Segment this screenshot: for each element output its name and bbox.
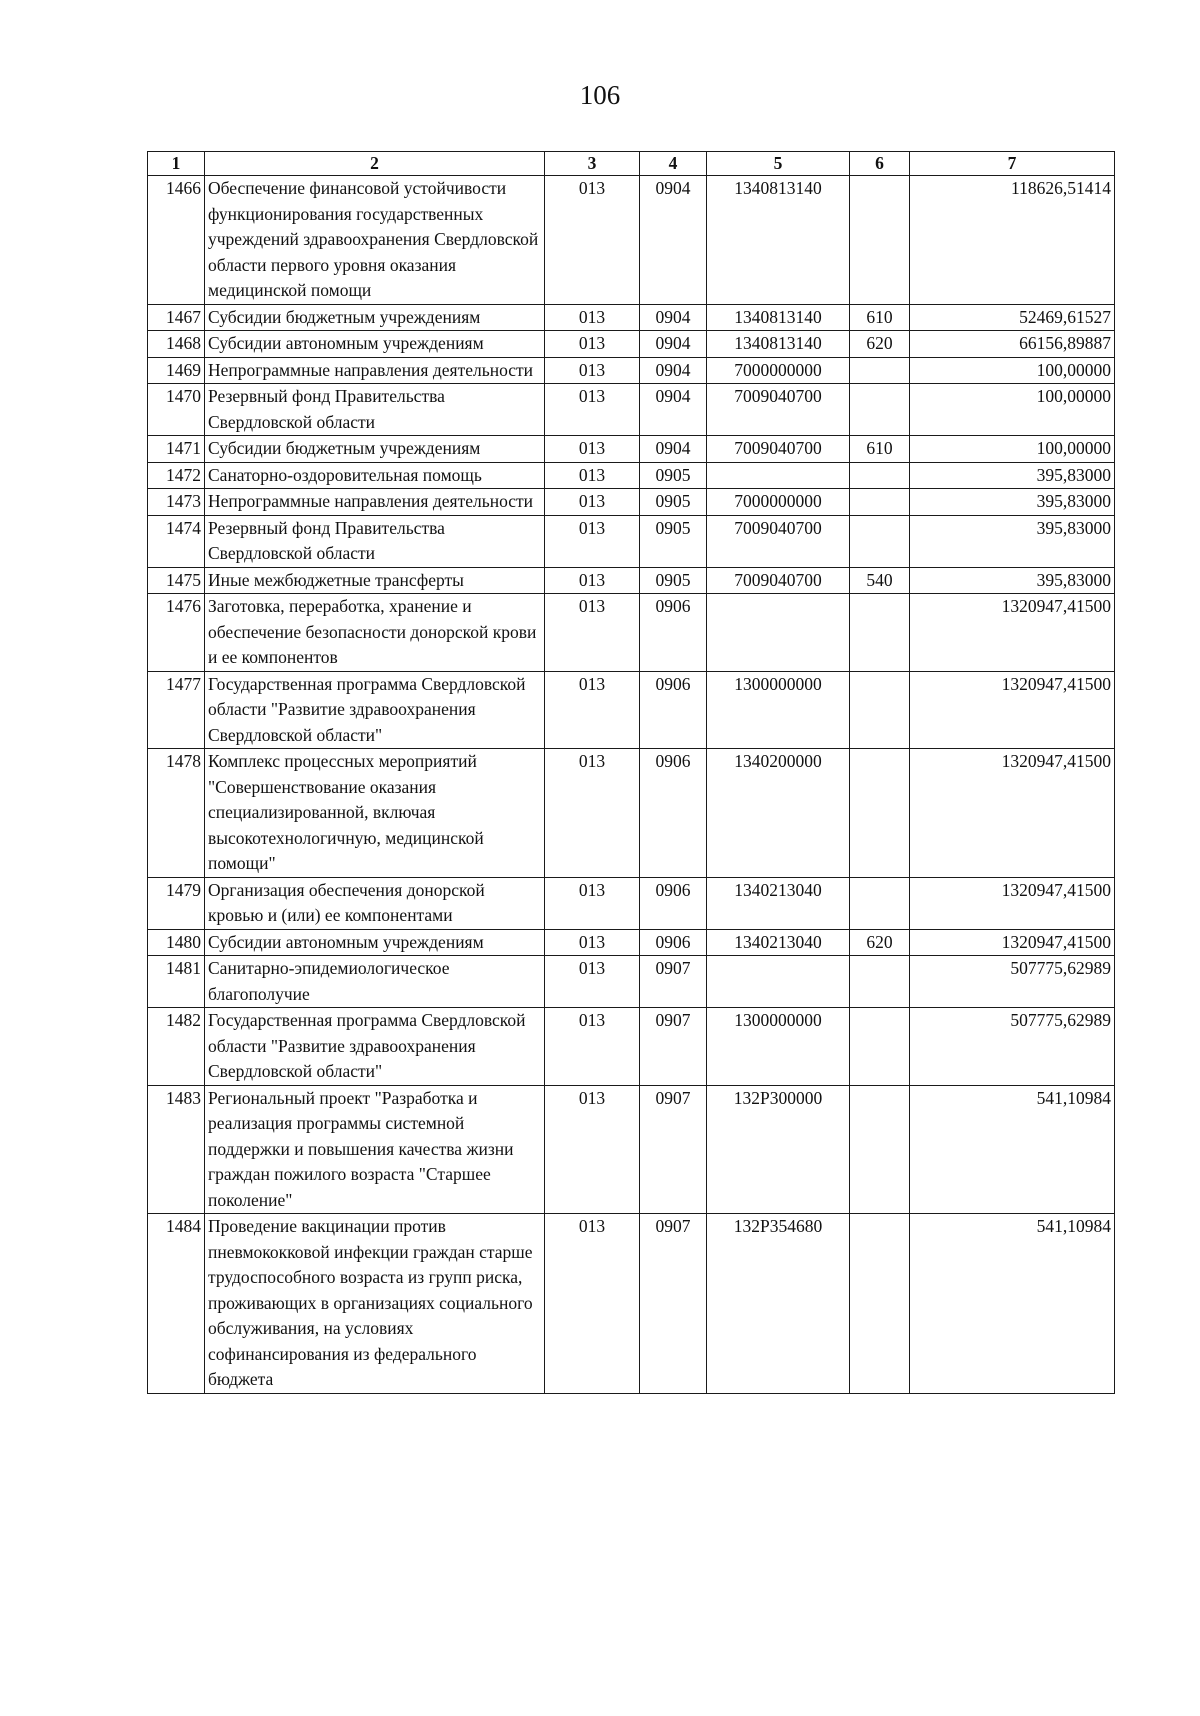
row-number: 1476 <box>148 594 205 672</box>
expense-type-code <box>850 671 910 749</box>
section-code: 0907 <box>640 1008 707 1086</box>
section-code: 0907 <box>640 1214 707 1394</box>
ministry-code: 013 <box>545 877 640 929</box>
row-number: 1471 <box>148 436 205 463</box>
section-code: 0906 <box>640 877 707 929</box>
section-code: 0904 <box>640 384 707 436</box>
target-article-code: 1340213040 <box>707 929 850 956</box>
row-number: 1479 <box>148 877 205 929</box>
target-article-code <box>707 462 850 489</box>
row-name: Резервный фонд Правительства Свердловской области <box>205 515 545 567</box>
expense-type-code <box>850 462 910 489</box>
table-row <box>148 357 1115 384</box>
table-row <box>148 567 1115 594</box>
section-code: 0907 <box>640 956 707 1008</box>
expense-type-code: 610 <box>850 436 910 463</box>
target-article-code: 1340813140 <box>707 176 850 305</box>
target-article-code: 7009040700 <box>707 515 850 567</box>
column-header: 7 <box>910 152 1115 176</box>
amount: 395,83000 <box>910 462 1115 489</box>
table-row <box>148 462 1115 489</box>
expense-type-code <box>850 956 910 1008</box>
expense-type-code <box>850 1214 910 1394</box>
amount: 52469,61527 <box>910 304 1115 331</box>
table-row <box>148 436 1115 463</box>
table-row <box>148 515 1115 567</box>
ministry-code: 013 <box>545 956 640 1008</box>
expense-type-code <box>850 1008 910 1086</box>
section-code: 0906 <box>640 671 707 749</box>
column-header: 6 <box>850 152 910 176</box>
column-header: 1 <box>148 152 205 176</box>
row-name: Санитарно-эпидемиологическое благополучие <box>205 956 545 1008</box>
ministry-code: 013 <box>545 515 640 567</box>
target-article-code: 7000000000 <box>707 489 850 516</box>
target-article-code: 1300000000 <box>707 1008 850 1086</box>
table-row <box>148 877 1115 929</box>
amount: 66156,89887 <box>910 331 1115 358</box>
table-row <box>148 749 1115 878</box>
row-name: Субсидии автономным учреждениям <box>205 331 545 358</box>
table-row <box>148 331 1115 358</box>
row-number: 1469 <box>148 357 205 384</box>
row-number: 1470 <box>148 384 205 436</box>
row-name: Государственная программа Свердловской области "Развитие здравоохранения Свердловской области" <box>205 1008 545 1086</box>
section-code: 0904 <box>640 357 707 384</box>
ministry-code: 013 <box>545 436 640 463</box>
section-code: 0904 <box>640 436 707 463</box>
row-number: 1466 <box>148 176 205 305</box>
ministry-code: 013 <box>545 594 640 672</box>
budget-table <box>147 151 1115 1394</box>
amount: 1320947,41500 <box>910 749 1115 878</box>
section-code: 0907 <box>640 1085 707 1214</box>
amount: 100,00000 <box>910 384 1115 436</box>
amount: 507775,62989 <box>910 1008 1115 1086</box>
amount: 395,83000 <box>910 489 1115 516</box>
table-row <box>148 304 1115 331</box>
section-code: 0905 <box>640 567 707 594</box>
expense-type-code <box>850 489 910 516</box>
ministry-code: 013 <box>545 489 640 516</box>
column-header: 5 <box>707 152 850 176</box>
amount: 395,83000 <box>910 567 1115 594</box>
row-number: 1474 <box>148 515 205 567</box>
target-article-code: 132P354680 <box>707 1214 850 1394</box>
section-code: 0905 <box>640 462 707 489</box>
table-row <box>148 956 1115 1008</box>
amount: 541,10984 <box>910 1085 1115 1214</box>
amount: 1320947,41500 <box>910 929 1115 956</box>
expense-type-code <box>850 357 910 384</box>
ministry-code: 013 <box>545 567 640 594</box>
table-row <box>148 176 1115 305</box>
target-article-code: 1340813140 <box>707 304 850 331</box>
ministry-code: 013 <box>545 1085 640 1214</box>
section-code: 0906 <box>640 929 707 956</box>
ministry-code: 013 <box>545 331 640 358</box>
section-code: 0906 <box>640 749 707 878</box>
amount: 118626,51414 <box>910 176 1115 305</box>
row-name: Субсидии бюджетным учреждениям <box>205 304 545 331</box>
page-number: 106 <box>579 80 621 110</box>
amount: 100,00000 <box>910 357 1115 384</box>
section-code: 0906 <box>640 594 707 672</box>
section-code: 0904 <box>640 304 707 331</box>
row-number: 1482 <box>148 1008 205 1086</box>
target-article-code: 1340213040 <box>707 877 850 929</box>
target-article-code: 132P300000 <box>707 1085 850 1214</box>
expense-type-code: 620 <box>850 929 910 956</box>
table-row <box>148 489 1115 516</box>
expense-type-code <box>850 594 910 672</box>
section-code: 0904 <box>640 176 707 305</box>
expense-type-code <box>850 749 910 878</box>
expense-type-code <box>850 877 910 929</box>
expense-type-code <box>850 176 910 305</box>
amount: 541,10984 <box>910 1214 1115 1394</box>
ministry-code: 013 <box>545 1008 640 1086</box>
row-name: Комплекс процессных мероприятий "Совершенствование оказания специализированной, включая высокотехнологичную, медицинской помощи" <box>205 749 545 878</box>
section-code: 0905 <box>640 489 707 516</box>
amount: 1320947,41500 <box>910 671 1115 749</box>
target-article-code: 7000000000 <box>707 357 850 384</box>
table-row <box>148 1008 1115 1086</box>
column-header: 4 <box>640 152 707 176</box>
ministry-code: 013 <box>545 749 640 878</box>
ministry-code: 013 <box>545 462 640 489</box>
expense-type-code <box>850 384 910 436</box>
row-number: 1478 <box>148 749 205 878</box>
ministry-code: 013 <box>545 304 640 331</box>
ministry-code: 013 <box>545 176 640 305</box>
target-article-code <box>707 956 850 1008</box>
target-article-code: 1300000000 <box>707 671 850 749</box>
expense-type-code <box>850 1085 910 1214</box>
table-row <box>148 594 1115 672</box>
table-row <box>148 384 1115 436</box>
ministry-code: 013 <box>545 384 640 436</box>
table-row <box>148 929 1115 956</box>
table-body <box>148 176 1115 1394</box>
row-name: Государственная программа Свердловской области "Развитие здравоохранения Свердловской области" <box>205 671 545 749</box>
target-article-code: 7009040700 <box>707 384 850 436</box>
expense-type-code <box>850 515 910 567</box>
target-article-code: 1340200000 <box>707 749 850 878</box>
row-name: Заготовка, переработка, хранение и обеспечение безопасности донорской крови и ее компонентов <box>205 594 545 672</box>
ministry-code: 013 <box>545 671 640 749</box>
ministry-code: 013 <box>545 1214 640 1394</box>
row-name: Региональный проект "Разработка и реализация программы системной поддержки и повышения качества жизни граждан пожилого возраста "Старшее поколение" <box>205 1085 545 1214</box>
amount: 1320947,41500 <box>910 594 1115 672</box>
expense-type-code: 540 <box>850 567 910 594</box>
row-number: 1484 <box>148 1214 205 1394</box>
amount: 395,83000 <box>910 515 1115 567</box>
row-name: Субсидии автономным учреждениям <box>205 929 545 956</box>
row-name: Обеспечение финансовой устойчивости функционирования государственных учреждений здравоохранения Свердловской области первого уровня оказания медицинской помощи <box>205 176 545 305</box>
row-number: 1473 <box>148 489 205 516</box>
row-number: 1477 <box>148 671 205 749</box>
section-code: 0905 <box>640 515 707 567</box>
row-name: Субсидии бюджетным учреждениям <box>205 436 545 463</box>
row-number: 1468 <box>148 331 205 358</box>
row-number: 1481 <box>148 956 205 1008</box>
amount: 507775,62989 <box>910 956 1115 1008</box>
row-number: 1475 <box>148 567 205 594</box>
row-number: 1483 <box>148 1085 205 1214</box>
expense-type-code: 610 <box>850 304 910 331</box>
row-name: Санаторно-оздоровительная помощь <box>205 462 545 489</box>
target-article-code: 7009040700 <box>707 567 850 594</box>
row-name: Организация обеспечения донорской кровью и (или) ее компонентами <box>205 877 545 929</box>
amount: 100,00000 <box>910 436 1115 463</box>
row-number: 1480 <box>148 929 205 956</box>
row-name: Резервный фонд Правительства Свердловской области <box>205 384 545 436</box>
table-header-row <box>148 152 1115 176</box>
row-name: Непрограммные направления деятельности <box>205 357 545 384</box>
section-code: 0904 <box>640 331 707 358</box>
table-row <box>148 1085 1115 1214</box>
ministry-code: 013 <box>545 357 640 384</box>
row-name: Проведение вакцинации против пневмококковой инфекции граждан старше трудоспособного возраста из групп риска, проживающих в организациях социального обслуживания, на условиях софинансирования из федерального бюджета <box>205 1214 545 1394</box>
table-row <box>148 671 1115 749</box>
target-article-code <box>707 594 850 672</box>
target-article-code: 1340813140 <box>707 331 850 358</box>
column-header: 2 <box>205 152 545 176</box>
expense-type-code: 620 <box>850 331 910 358</box>
table-row <box>148 1214 1115 1394</box>
row-number: 1467 <box>148 304 205 331</box>
row-number: 1472 <box>148 462 205 489</box>
ministry-code: 013 <box>545 929 640 956</box>
amount: 1320947,41500 <box>910 877 1115 929</box>
row-name: Иные межбюджетные трансферты <box>205 567 545 594</box>
row-name: Непрограммные направления деятельности <box>205 489 545 516</box>
column-header: 3 <box>545 152 640 176</box>
target-article-code: 7009040700 <box>707 436 850 463</box>
